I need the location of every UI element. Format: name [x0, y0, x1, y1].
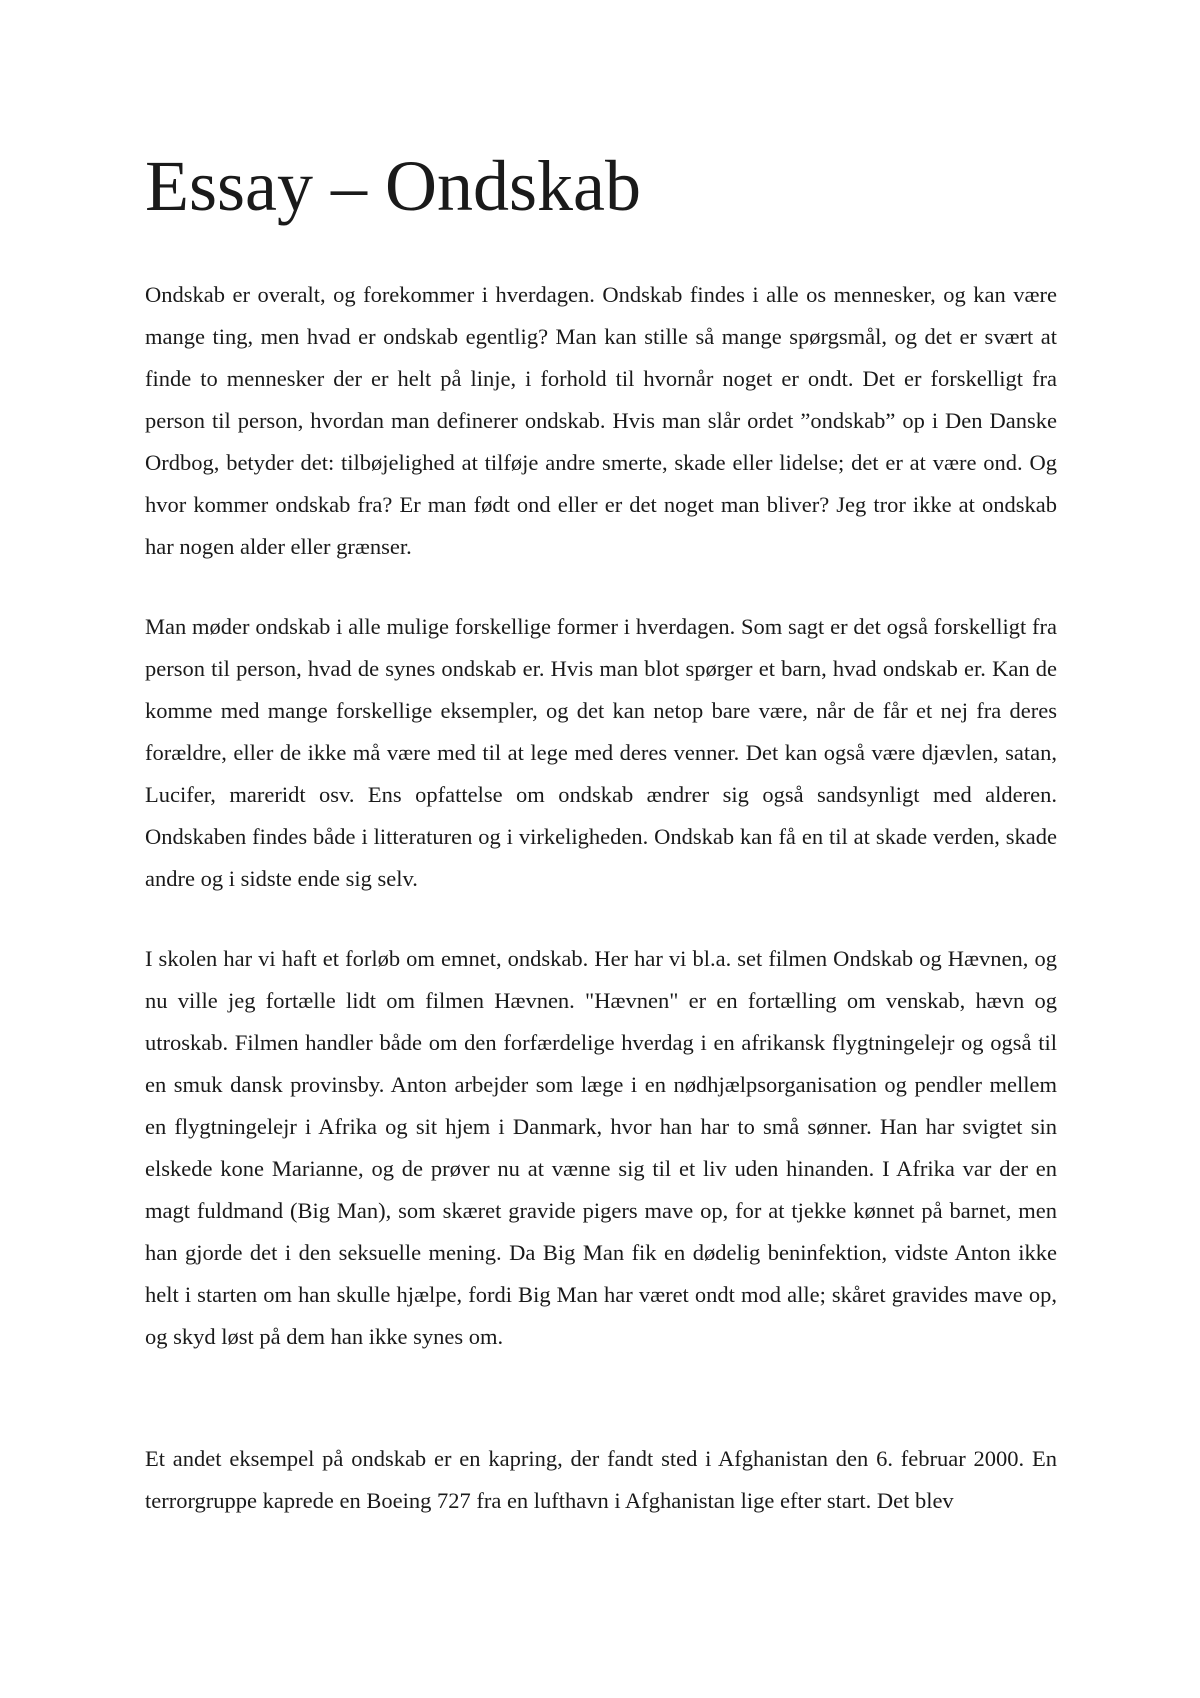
document-body — [145, 146, 1057, 1560]
paragraph-hijacking-example: Et andet eksempel på ondskab er en kapring, der fandt sted i Afghanistan den 6. februar 2000. En terrorgruppe kaprede en Boeing 727 fra en lufthavn i Afghanistan lige efter start. Det blev — [145, 1446, 1057, 1513]
paragraph-everyday-evil: Man møder ondskab i alle mulige forskellige former i hverdagen. Som sagt er det også forskelligt fra person til person, hvad de synes ondskab er. Hvis man blot spørger et barn, hvad ondskab er. Kan de komme med mange forskellige eksempler, og det kan netop bare være, når de får et nej fra deres forældre, eller de ikke må være med til at lege med deres venner. Det kan også være djævlen, satan, Lucifer, mareridt osv. Ens opfattelse om ondskab ændrer sig også sandsynligt med alderen. Ondskaben findes både i litteraturen og i virkeligheden. Ondskab kan få en til at skade verden, skade andre og i sidste ende sig selv. — [145, 614, 1057, 891]
paragraph-intro: Ondskab er overalt, og forekommer i hverdagen. Ondskab findes i alle os mennesker, og kan være mange ting, men hvad er ondskab egentlig? Man kan stille så mange spørgsmål, og det er svært at finde to mennesker der er helt på linje, i forhold til hvornår noget er ondt. Det er forskelligt fra person til person, hvordan man definerer ondskab. Hvis man slår ordet ”ondskab” op i Den Danske Ordbog, betyder det: tilbøjelighed at tilføje andre smerte, skade eller lidelse; det er at være ond. Og hvor kommer ondskab fra? Er man født ond eller er det noget man bliver? Jeg tror ikke at ondskab har nogen alder eller grænser. — [145, 282, 1057, 559]
document-title: Essay – Ondskab — [145, 146, 641, 226]
paragraph-haevnen-film: I skolen har vi haft et forløb om emnet, ondskab. Her har vi bl.a. set filmen Ondskab og Hævnen, og nu ville jeg fortælle lidt om filmen Hævnen. "Hævnen" er en fortælling om venskab, hævn og utroskab. Filmen handler både om den forfærdelige hverdag i en afrikansk flygtningelejr og også til en smuk dansk provinsby. Anton arbejder som læge i en nødhjælpsorganisation og pendler mellem en flygtningelejr i Afrika og sit hjem i Danmark, hvor han har to små sønner. Han har svigtet sin elskede kone Marianne, og de prøver nu at vænne sig til et liv uden hinanden. I Afrika var der en magt fuldmand (Big Man), som skæret gravide pigers mave op, for at tjekke kønnet på barnet, men han gjorde det i den seksuelle mening. Da Big Man fik en dødelig beninfektion, vidste Anton ikke helt i starten om han skulle hjælpe, fordi Big Man har været ondt mod alle; skåret gravides mave op, og skyd løst på dem han ikke synes om. — [145, 946, 1057, 1349]
